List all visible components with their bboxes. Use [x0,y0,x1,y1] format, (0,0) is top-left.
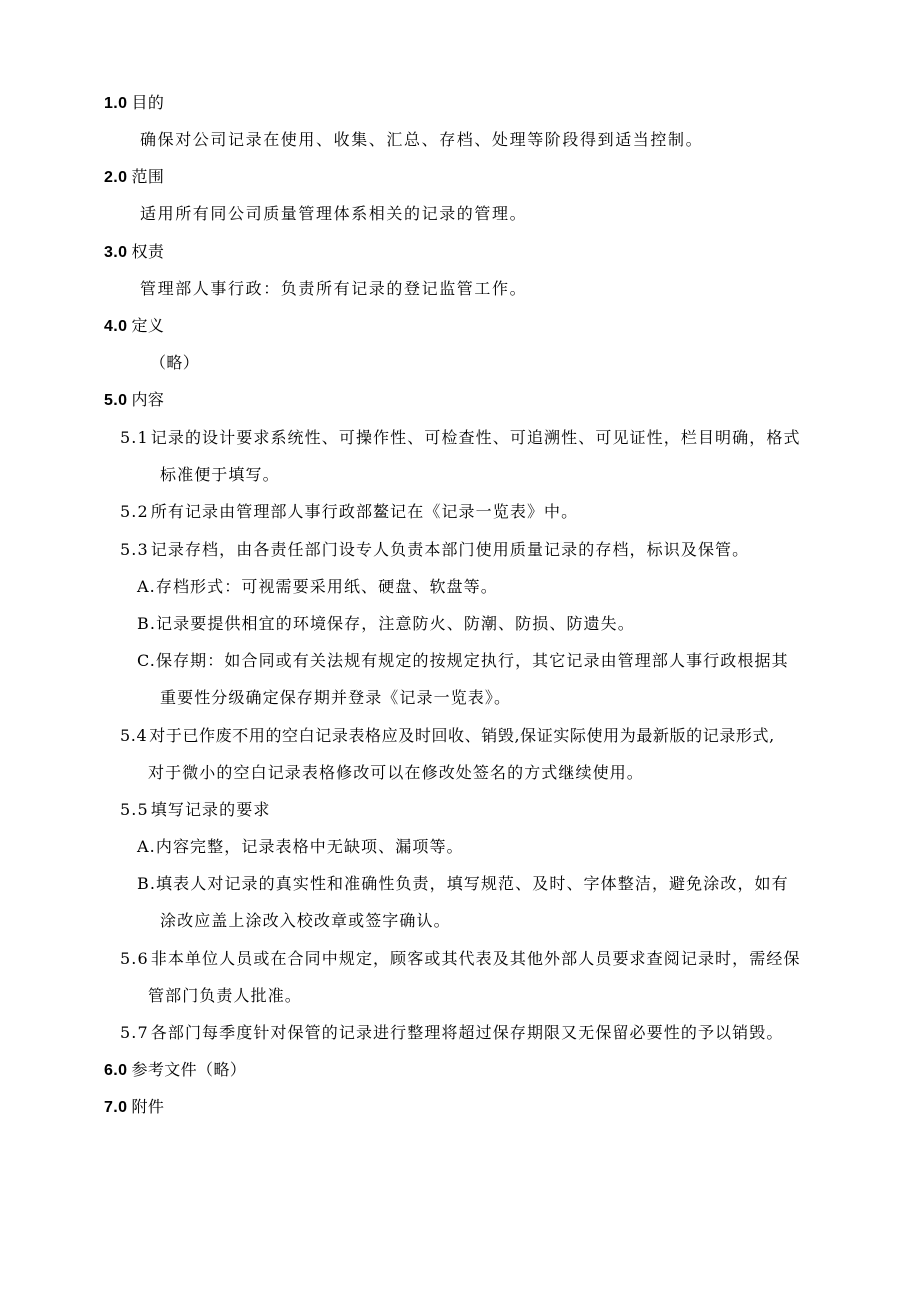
clause-number: 5.7 [120,1023,149,1042]
clause-5-3-b [137,614,635,634]
section-title: 参考文件（略） [131,1060,247,1079]
clause-5-6-line1 [120,949,801,969]
clause-5-4-line1 [120,726,775,746]
clause-text: 各部门每季度针对保管的记录进行整理将超过保存期限又无保留必要性的予以销毁。 [150,1023,784,1042]
item-text: 记录要提供相宜的环境保存，注意防火、防潮、防损、防遗失。 [156,614,635,633]
clause-number: 5.1 [120,428,149,447]
clause-5-7 [120,1023,783,1043]
clause-number: 5.5 [120,800,149,819]
section-title: 定义 [131,316,165,335]
clause-5-5-a [137,837,464,857]
section-number: 6.0 [104,1062,128,1079]
clause-number: 5.3 [120,540,149,559]
section-number: 1.0 [104,95,128,112]
section-3-body: 管理部人事行政：负责所有记录的登记监管工作。 [140,279,528,298]
item-label: A. [137,837,156,856]
clause-number: 5.6 [120,949,149,968]
clause-5-3-c-line2: 重要性分级确定保存期并登录《记录一览表》。 [160,688,512,707]
clause-5-5 [120,800,270,820]
clause-text: 非本单位人员或在合同中规定，顾客或其代表及其他外部人员要求查阅记录时，需经保 [150,949,801,968]
item-text: 保存期：如合同或有关法规有规定的按规定执行，其它记录由管理部人事行政根据其 [155,651,789,670]
item-label: C. [137,651,156,670]
clause-text: 对于已作废不用的空白记录表格应及时回收、销毁,保证实际使用为最新版的记录形式, [149,726,775,745]
item-text: 内容完整，记录表格中无缺项、漏项等。 [155,837,464,856]
clause-number: 5.2 [120,502,149,521]
section-title: 范围 [131,167,165,186]
section-title: 权责 [131,242,165,261]
item-text: 填表人对记录的真实性和准确性负责，填写规范、及时、字体整洁，避免涂改，如有 [156,874,789,893]
section-4-heading [104,316,164,337]
item-text: 存档形式：可视需要采用纸、硬盘、软盘等。 [155,577,498,596]
clause-text: 记录的设计要求系统性、可操作性、可检查性、可追溯性、可见证性，栏目明确，格式 [150,428,801,447]
section-6-heading [104,1060,246,1081]
section-1-body: 确保对公司记录在使用、收集、汇总、存档、处理等阶段得到适当控制。 [140,130,704,149]
section-title: 内容 [131,390,165,409]
section-2-heading [104,167,164,188]
item-label: B. [137,874,157,893]
clause-5-3-c-line1 [137,651,789,671]
clause-5-2 [120,502,578,522]
section-1-heading [104,93,164,114]
clause-5-3 [120,540,749,560]
clause-5-1-line2: 标准便于填写。 [160,465,280,484]
section-number: 4.0 [104,318,128,335]
section-4-body: （略） [150,353,200,372]
section-number: 2.0 [104,169,128,186]
clause-5-5-b-line2: 涂改应盖上涂改入校改章或签字确认。 [160,911,451,930]
section-3-heading [104,242,164,263]
item-label: A. [137,577,156,596]
clause-text: 填写记录的要求 [150,800,271,819]
clause-number: 5.4 [120,726,148,745]
clause-5-1-line1 [120,428,801,448]
item-label: B. [137,614,157,633]
clause-text: 所有记录由管理部人事行政部鳌记在《记录一览表》中。 [150,502,579,521]
clause-5-6-line2: 管部门负责人批准。 [148,986,302,1005]
clause-text: 记录存档，由各责任部门设专人负责本部门使用质量记录的存档，标识及保管。 [150,540,750,559]
section-2-body: 适用所有同公司质量管理体系相关的记录的管理。 [140,204,528,223]
clause-5-3-a [137,577,498,597]
section-title: 附件 [131,1097,165,1116]
section-5-heading [104,390,164,411]
section-title: 目的 [131,93,165,112]
section-7-heading [104,1097,164,1118]
section-number: 7.0 [104,1099,128,1116]
clause-5-4-line2: 对于微小的空白记录表格修改可以在修改处签名的方式继续使用。 [148,763,644,782]
section-number: 5.0 [104,392,128,409]
section-number: 3.0 [104,244,128,261]
clause-5-5-b-line1 [137,874,789,894]
